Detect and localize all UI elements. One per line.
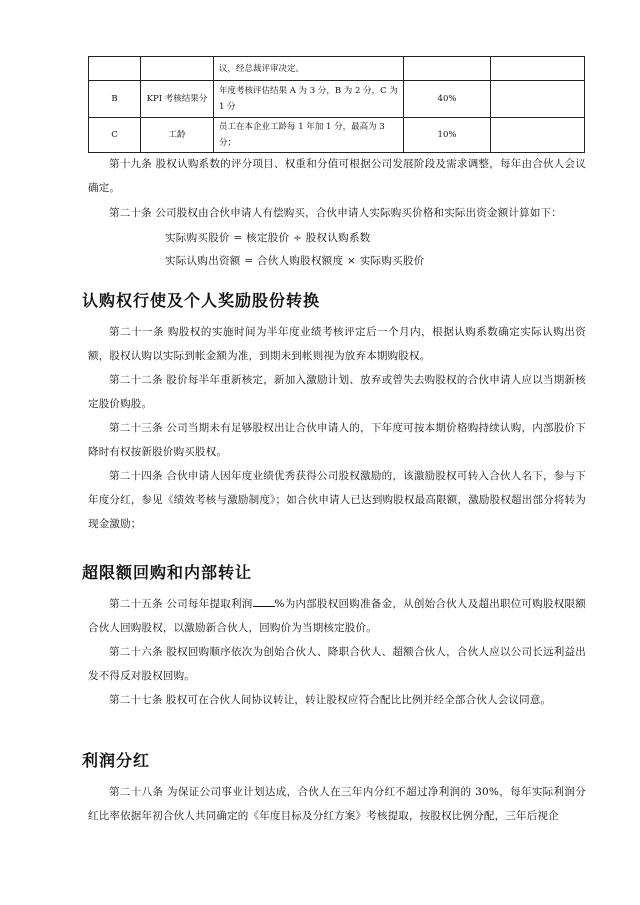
table-cell-code: B: [89, 81, 141, 118]
section-heading-subscription: 认购权行使及个人奖励股份转换: [82, 291, 321, 310]
section-heading-buyback: 超限额回购和内部转让: [82, 563, 253, 582]
table-cell: [491, 57, 585, 81]
score-table: [88, 56, 585, 153]
table-row: [89, 118, 585, 153]
article-25-text-after: %为内部股权回购准备金，从创始合伙人及超出职位可购股权限额合伙人回购股权，以激励新合伙人，回购价为当期核定股价。: [88, 598, 586, 634]
article-28: 第二十八条 为保证公司事业计划达成，合伙人在三年内分红不超过净利润的 30%，每年实际利润分红比率依据年初合伙人共同确定的《年度目标及分红方案》考核提取，按股权比例分配，三年后视企: [88, 786, 586, 822]
article-21: 第二十一条 购股权的实施时间为半年度业绩考核评定后一个月内，根据认购系数确定实际认购出资额，股权认购以实际到帐金额为准，到期未到帐则视为放弃本期购股权。: [88, 326, 586, 362]
table-row: [89, 57, 585, 81]
article-23: 第二十三条 公司当期未有足够股权出让合伙申请人的，下年度可按本期价格购持续认购，内部股价下降时有权按新股价购买股权。: [88, 422, 586, 458]
section-heading-dividend: 利润分红: [82, 751, 151, 770]
table-cell: [491, 118, 585, 153]
table-cell-item: 工龄: [141, 118, 214, 153]
article-20: 第二十条 公司股权由合伙申请人有偿购买，合伙申请人实际购买价格和实际出资金额计算如下：: [109, 207, 562, 219]
percentage-blank: [253, 596, 275, 607]
table-cell-weight: 10%: [404, 118, 491, 153]
table-cell-desc: 员工在本企业工龄每 1 年加 1 分，最高为 3 分；: [214, 118, 404, 153]
article-26: 第二十六条 股权回购顺序依次为创始合伙人、降职合伙人、超额合伙人，合伙人应以公司长远利益出发不得反对股权回购。: [88, 646, 586, 682]
table-cell-desc: 年度考核评估结果 A 为 3 分，B 为 2 分，C 为 1 分: [214, 81, 404, 118]
article-25: [88, 592, 586, 640]
table-cell-item: KPI 考核结果分: [141, 81, 214, 118]
article-27: 第二十七条 股权可在合伙人间协议转让，转让股权应符合配比比例并经全部合伙人会议同意。: [109, 694, 552, 706]
table-row: [89, 81, 585, 118]
table-cell: [141, 57, 214, 81]
article-19: 第十九条 股权认购系数的评分项目、权重和分值可根据公司发展阶段及需求调整，每年由合伙人会议确定。: [88, 158, 586, 194]
article-25-text-before: 第二十五条 公司每年提取利润: [109, 598, 253, 610]
table-cell: [89, 57, 141, 81]
table-cell: [491, 81, 585, 118]
article-22: 第二十二条 股价每半年重新核定，新加入激励计划、放弃或曾失去购股权的合伙申请人应以当期新核定股价购股。: [88, 374, 586, 410]
article-24: 第二十四条 合伙申请人因年度业绩优秀获得公司股权激励的，该激励股权可转入合伙人名下，参与下年度分红，参见《绩效考核与激励制度》；如合伙申请人已达到购股权最高限额，激励股权超出部分将转为现金激励；: [88, 470, 586, 530]
table-cell-weight: 40%: [404, 81, 491, 118]
table-cell-desc: 议，经总裁评审决定。: [214, 57, 404, 81]
formula-purchase-price: 实际购买股价 = 核定股价 ÷ 股权认购系数: [165, 232, 371, 244]
table-cell-code: C: [89, 118, 141, 153]
table-cell: [404, 57, 491, 81]
formula-contribution: 实际认购出资额 = 合伙人购股权额度 × 实际购买股价: [165, 255, 425, 267]
